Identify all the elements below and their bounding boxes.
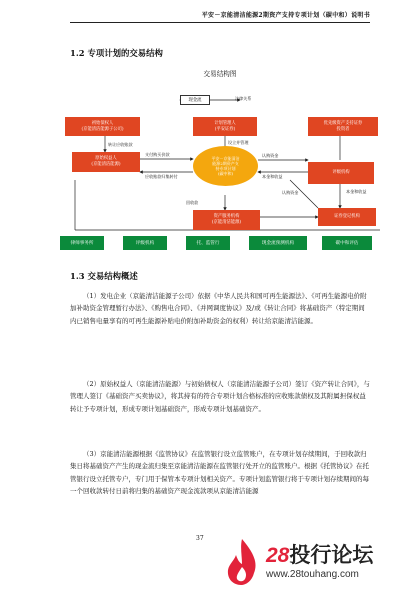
- label-recycle: 回收款: [186, 200, 199, 205]
- label-pay-in: 认购资金: [262, 153, 279, 158]
- label-receivable-collection: 应收账款归集转付: [145, 174, 178, 179]
- legend-cash-flow: 现金流: [180, 95, 210, 105]
- legend-legal: 法律关系: [235, 96, 252, 101]
- label-entrust: 认购资金: [282, 190, 299, 195]
- flame-logo-icon: [224, 537, 260, 587]
- paragraph-2: （2）原始权益人（京能清洁能源）与初始债权人（京能清洁能源子公司）签订《资产转让合同》，与管理人签订《基础资产买卖协议》，将其持有的符合专项计划合格标准的应收账款债权及其附属担保权益转让予专项计划，形成专项计划基础资产，形成专项计划基础资产。: [70, 380, 370, 413]
- label-set-up-manage: 设立并管理: [228, 140, 249, 145]
- label-reg: 本金和收益: [346, 189, 367, 194]
- label-paid-price: 支付购买价款: [145, 152, 170, 157]
- watermark-brand: 28投行论坛: [266, 544, 374, 567]
- label-principal-return: 本金和收益: [262, 174, 283, 179]
- paragraph-3: （3）京能清洁能源根据《监管协议》在监管银行设立监管账户，在专项计划存续期间，于回收款归集日将基础资产产生的现金流归集至京能清洁能源在监管银行处开立的监管账户。根据《托管协议》在托管银行设立托管专户，专门用于保管本专项计划相关资产。专项计划监管银行将于专项计划存续期间的每一个回收款转付日前将归集的基础资产现金流款项从京能清洁能源: [70, 450, 369, 495]
- page-number: 37: [196, 535, 204, 542]
- paragraph-1: （1）发电企业（京能清洁能源子公司）依据《中华人民共和国可再生能源法》、《可再生能源电价附加补助资金管理暂行办法》、《购售电合同》、《并网调度协议》及/或《转让合同》将基础资产（特定期间内已销售电量享有的可再生能源补贴电价附加补助资金的权利）转让给京能清洁能源。: [70, 292, 367, 325]
- bottom-carbon: 碳中和评估: [322, 236, 372, 250]
- section-heading-1-3: 1.3 交易结构概述: [70, 271, 138, 281]
- bottom-rating: 评级机构: [123, 236, 167, 250]
- watermark-logo: [222, 537, 417, 590]
- diagram-title: 交易结构图: [203, 70, 237, 78]
- box-senior-investor: 优先级资产支持证券 投资者: [308, 117, 378, 136]
- bottom-custody: 托、监管行: [186, 236, 230, 250]
- page-header: 平安－京能清洁能源2期资产支持专项计划（碳中和）说明书: [201, 12, 370, 19]
- box-original-equity: 原始权益人 (京能清洁能源): [72, 152, 140, 172]
- box-asset-service: 资产服务机构 (京能清洁能源): [193, 210, 260, 230]
- bottom-cashflow: 现金流预测机构: [249, 236, 307, 250]
- box-registration: 证券登记机构: [318, 208, 376, 226]
- watermark-url: www.28touhang.com: [266, 569, 359, 580]
- box-plan-manager: 计划管理人 (平安证券): [193, 117, 257, 136]
- box-original-holder: 初始债权人 (京能清洁能源子公司): [65, 117, 140, 136]
- label-transfer-claims: 转让应收账款: [108, 142, 133, 147]
- bottom-law-firm: 律师事务所: [60, 236, 104, 250]
- box-sub-investor: 评级机构: [308, 162, 374, 184]
- section-heading-1-2: 1.2 专项计划的交易结构: [70, 48, 163, 58]
- spv-ellipse: 平安－京能清洁 能源2期资产支 持专项计划 (碳中和): [193, 146, 258, 186]
